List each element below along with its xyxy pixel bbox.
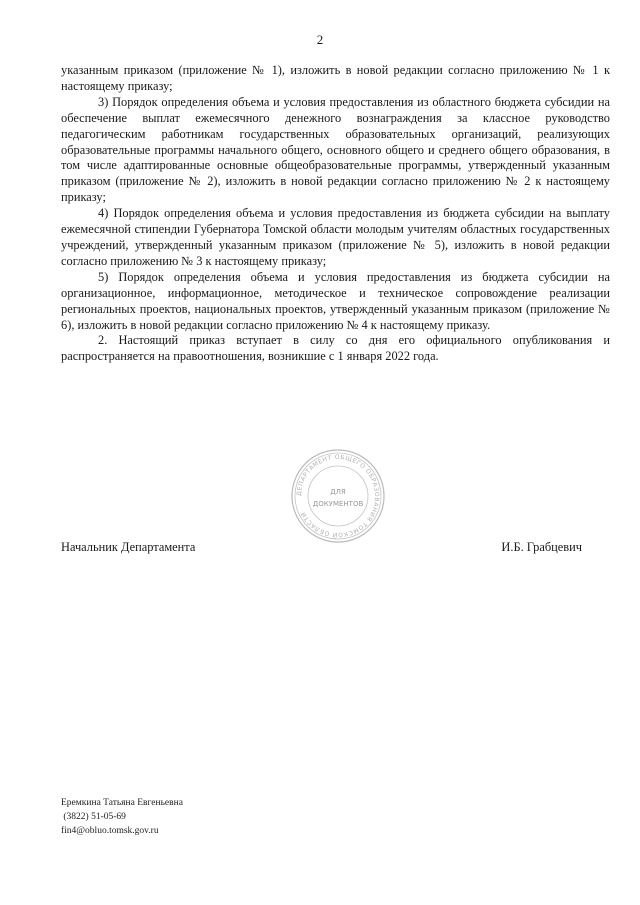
page-number: 2 [316,32,324,47]
executor-contact [61,796,183,838]
paragraph-item-5: 5) Порядок определения объема и условия предоставления из бюджета субсидии на организационное, информационное, методическое и техническое сопровождение реализации региональных проектов, национальных проектов, утвержденный указанным приказом (приложение № 6), изложить в новой редакции согласно приложению № 4 к настоящему приказу. [61,269,610,332]
executor-email: fin4@obluo.tomsk.gov.ru [61,826,159,836]
paragraph-item-4: 4) Порядок определения объема и условия предоставления из бюджета субсидии на выплату ежемесячной стипендии Губернатора Томской области молодым учителям областных государственных учреждений, утвержденный указанным приказом (приложение № 5), изложить в новой редакции согласно приложению № 3 к настоящему приказу; [61,206,610,268]
document-body [61,63,610,365]
stamp-ring-text: ДЕПАРТАМЕНТ ОБЩЕГО ОБРАЗОВАНИЯ ТОМСКОЙ ОБЛАСТИ [295,453,381,539]
stamp-inner-line-2: ДОКУМЕНТОВ [312,500,364,508]
signature-block [61,540,610,558]
paragraph-continuation: указанным приказом (приложение № 1), изложить в новой редакции согласно приложению № 1 к настоящему приказу; [61,63,610,93]
stamp-inner-line-1: ДЛЯ [330,488,346,496]
executor-name: Еремкина Татьяна Евгеньевна [61,798,183,808]
official-seal-stamp [290,448,386,544]
signatory-name: И.Б. Грабцевич [501,540,582,554]
svg-text:ДЕПАРТАМЕНТ ОБЩЕГО ОБРАЗОВАНИЯ [296,454,380,538]
signatory-position: Начальник Департамента [61,540,196,554]
paragraph-clause-2: 2. Настоящий приказ вступает в силу со дня его официального опубликования и распространяется на правоотношения, возникшие с 1 января 2022 года. [61,333,610,364]
executor-phone: (3822) 51-05-69 [61,812,126,822]
paragraph-item-3: 3) Порядок определения объема и условия предоставления из областного бюджета субсидии на обеспечение выплат ежемесячного денежного вознаграждения за классное руководство педагогическим работникам государственных образовательных организаций, реализующих образовательные программы начального общего, основного общего и среднего общего образования, в том числе адаптированные основные общеобразовательные программы, утвержденный указанным приказом (приложение № 2), изложить в новой редакции согласно приложению № 2 к настоящему приказу; [61,94,610,205]
